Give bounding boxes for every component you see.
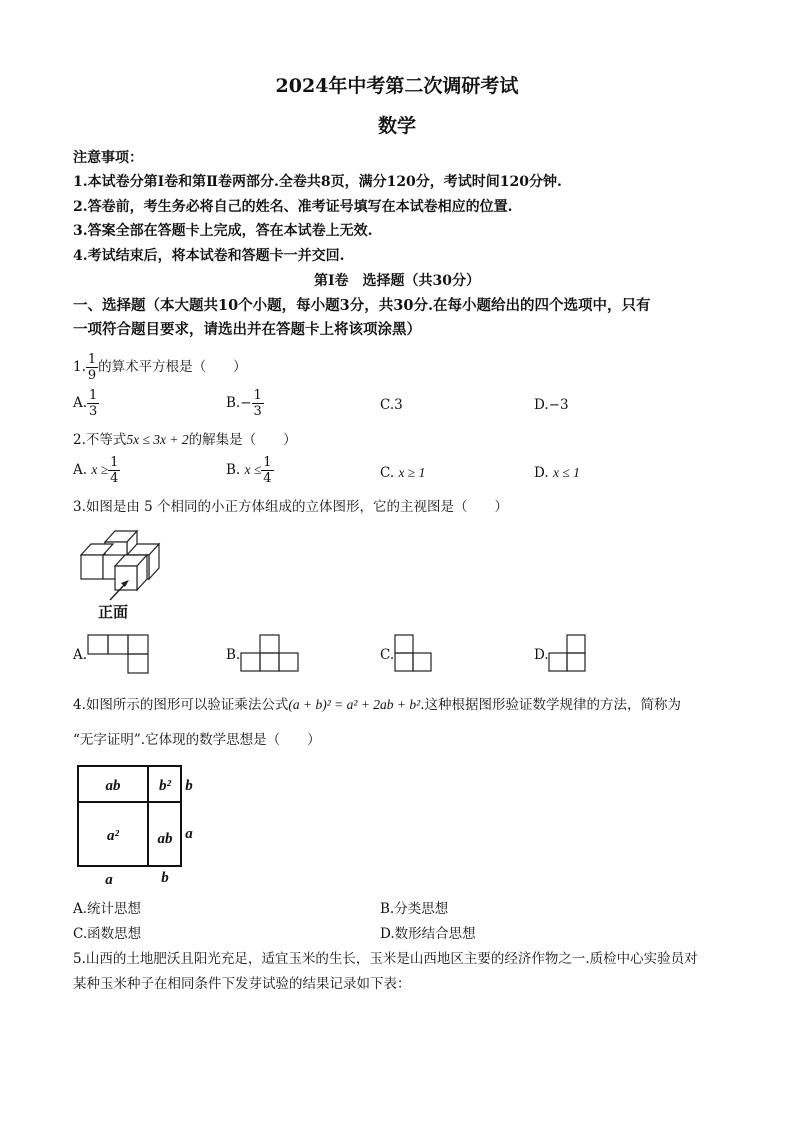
q4-side-a: a xyxy=(185,826,193,842)
part1-instruction-1: 一、选择题（本大题共10个小题，每小题3分，共30分.在每小题给出的四个选项中，只有 xyxy=(73,297,651,314)
notice-item-3: 3.答案全部在答题卡上完成，答在本试卷上无效. xyxy=(73,223,373,239)
q3-option-a[interactable]: A. xyxy=(73,647,88,663)
q3-solid-figure xyxy=(74,520,174,622)
q2-option-d[interactable]: D. x ≤ 1 xyxy=(534,465,580,481)
question-1 xyxy=(73,352,247,383)
q1-option-d[interactable]: D.−3 xyxy=(534,397,569,413)
question-4: 4.如图所示的图形可以验证乘法公式(a + b)² = a² + 2ab + b².这种根据图形验证数学规律的方法，简称为 xyxy=(73,697,682,713)
q3-front-label: 正面 xyxy=(98,605,129,621)
question-3: 3.如图是由 5 个相同的小正方体组成的立体图形，它的主视图是（ ） xyxy=(73,499,509,515)
q2-option-b[interactable]: B. x ≤ $\frac{1}{4}$ xyxy=(226,455,272,486)
q2-option-a[interactable]: A. x ≥ $\frac{1}{4}$ xyxy=(73,455,119,486)
q4-option-b[interactable]: B.分类思想 xyxy=(380,901,449,917)
q3-option-c-figure xyxy=(394,634,434,672)
exam-title: 2024年中考第二次调研考试 xyxy=(275,75,519,97)
notice-item-1: 1.本试卷分第Ⅰ卷和第Ⅱ卷两部分.全卷共8页，满分120分，考试时间120分钟. xyxy=(73,174,562,190)
q1-option-b[interactable]: B.− $\frac{1}{3}$ xyxy=(226,388,262,419)
q4-cell-ab-top: ab xyxy=(105,778,121,794)
question-4-line-2: “无字证明”.它体现的数学思想是（ ） xyxy=(73,732,321,748)
question-2: 2.不等式5x ≤ 3x + 2的解集是（ ） xyxy=(73,432,297,448)
q4-option-c[interactable]: C.函数思想 xyxy=(73,926,142,942)
q2-expression: 5x ≤ 3x + 2 xyxy=(126,432,189,447)
part1-heading: 第Ⅰ卷 选择题（共30分） xyxy=(313,273,481,289)
q4-cell-b2: b² xyxy=(159,778,171,794)
notice-item-2: 2.答卷前，考生务必将自己的姓名、准考证号填写在本试卷相应的位置. xyxy=(73,199,513,215)
q1-fraction: $\frac{1}{9}$ xyxy=(87,352,97,383)
q4-formula: (a + b)² = a² + 2ab + b² xyxy=(288,697,421,712)
notice-item-4: 4.考试结束后，将本试卷和答题卡一并交回. xyxy=(73,248,345,264)
q4-cell-ab-right: ab xyxy=(157,831,173,847)
question-5-line-2: 某种玉米种子在相同条件下发芽试验的结果记录如下表： xyxy=(73,976,411,992)
q3-option-d-figure xyxy=(548,634,588,672)
q4-option-d[interactable]: D.数形结合思想 xyxy=(380,926,476,942)
q4-cell-a2: a² xyxy=(107,828,119,844)
notice-heading: 注意事项： xyxy=(73,150,143,166)
part1-instruction-2: 一项符合题目要求，请选出并在答题卡上将该项涂黑） xyxy=(73,321,421,338)
q4-bottom-b: b xyxy=(161,870,169,886)
q4-side-b: b xyxy=(185,778,193,794)
q1-option-c[interactable]: C.3 xyxy=(380,397,403,413)
q2-option-c[interactable]: C. x ≥ 1 xyxy=(380,465,426,481)
subject-title: 数学 xyxy=(377,115,416,137)
question-5: 5.山西的土地肥沃且阳光充足，适宜玉米的生长，玉米是山西地区主要的经济作物之一.质检中心实验员对 xyxy=(73,951,698,967)
q1-option-a[interactable]: A. $\frac{1}{3}$ xyxy=(73,388,98,419)
q4-option-a[interactable]: A.统计思想 xyxy=(73,901,142,917)
q3-option-b-figure xyxy=(240,634,300,672)
q3-option-b[interactable]: B. xyxy=(226,647,241,663)
q3-option-d[interactable]: D. xyxy=(534,647,549,663)
q1-suffix: 的算术平方根是（ ） xyxy=(98,359,247,375)
q1-prefix: 1. xyxy=(73,359,86,375)
q4-square-figure xyxy=(74,762,204,892)
q3-option-c[interactable]: C. xyxy=(380,647,395,663)
q3-option-a-figure xyxy=(87,634,151,674)
q4-bottom-a: a xyxy=(105,872,113,888)
